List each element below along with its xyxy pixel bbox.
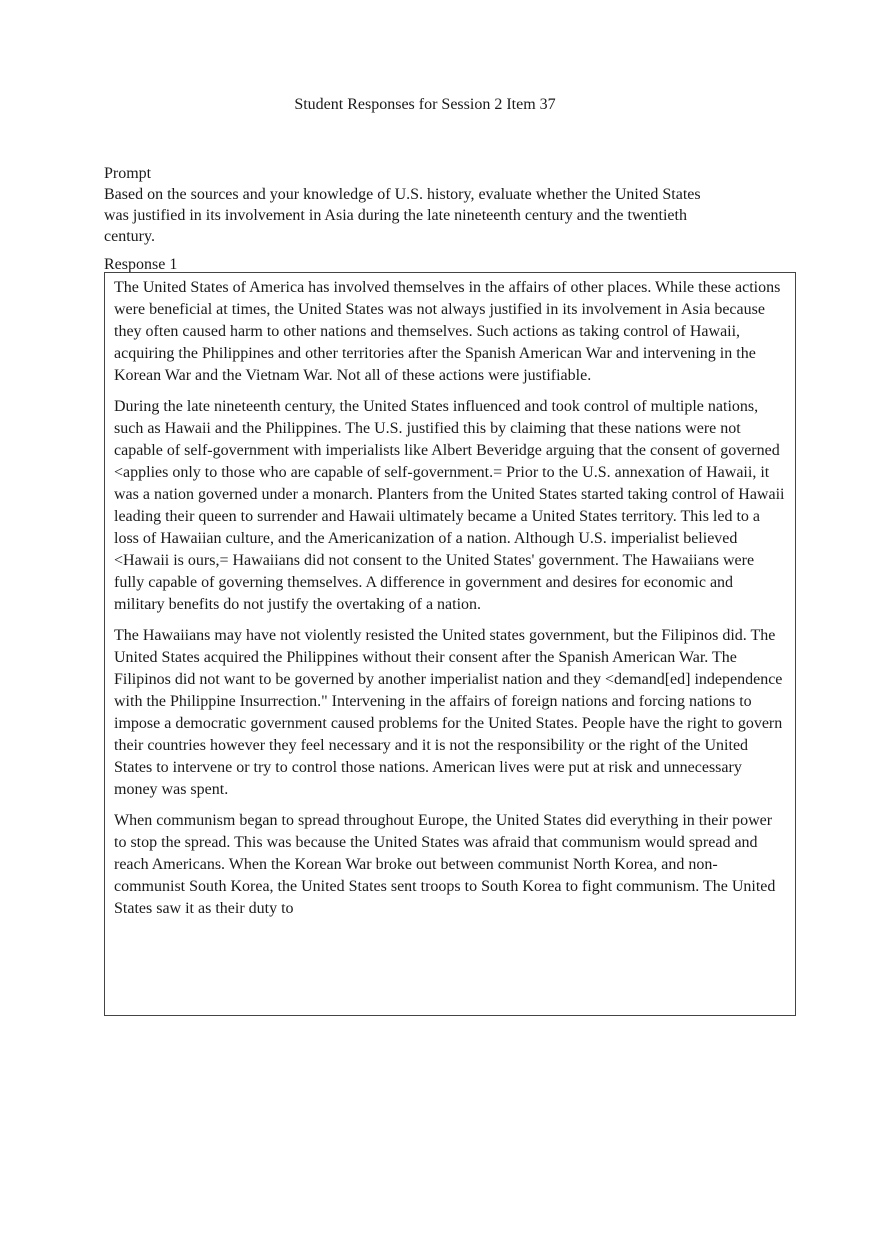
prompt-section xyxy=(104,163,724,247)
response-paragraph: During the late nineteenth century, the United States influenced and took control of multiple nations, such as Hawaii and the Philippines. The U.S. justified this by claiming that these nations were not capable of self-government with imperialists like Albert Beveridge arguing that the consent of governed <applies only to those who are capable of self-government.= Prior to the U.S. annexation of Hawaii, it was a nation governed under a monarch. Planters from the United States started taking control of Hawaii leading their queen to surrender and Hawaii ultimately became a United States territory. This led to a loss of Hawaiian culture, and the Americanization of a nation. Although U.S. imperialist believed <Hawaii is ours,= Hawaiians did not consent to the United States' government. The Hawaiians were fully capable of governing themselves. A difference in government and desires for economic and military benefits do not justify the overtaking of a nation. xyxy=(114,398,785,613)
response-paragraph: When communism began to spread throughout Europe, the United States did everything in their power to stop the spread. This was because the United States was afraid that communism would spread and reach Americans. When the Korean War broke out between communist North Korea, and non-communist South Korea, the United States sent troops to South Korea to fight communism. The United States saw it as their duty to xyxy=(114,812,776,917)
response-paragraph: The Hawaiians may have not violently resisted the United states government, but the Filipinos did. The United States acquired the Philippines without their consent after the Spanish American War. The Filipinos did not want to be governed by another imperialist nation and they <demand[ed] independence with the Philippine Insurrection." Intervening in the affairs of foreign nations and forcing nations to impose a democratic government caused problems for the United States. People have the right to govern their countries however they feel necessary and it is not the responsibility or the right of the United States to intervene or try to control those nations. American lives were put at risk and unnecessary money was spent. xyxy=(114,627,783,798)
document-title: Student Responses for Session 2 Item 37 xyxy=(294,96,556,113)
prompt-text: Based on the sources and your knowledge of U.S. history, evaluate whether the United States was justified in its involvement in Asia during the late nineteenth century and the twentieth century. xyxy=(104,186,701,245)
prompt-label: Prompt xyxy=(104,165,152,182)
response-paragraph: The United States of America has involved themselves in the affairs of other places. While these actions were beneficial at times, the United States was not always justified in its involvement in Asia because they often caused harm to other nations and themselves. Such actions as taking control of Hawaii, acquiring the Philippines and other territories after the Spanish American War and intervening in the Korean War and the Vietnam War. Not all of these actions were justifiable. xyxy=(114,279,781,384)
response-label: Response 1 xyxy=(104,256,178,273)
response-box xyxy=(104,272,796,1016)
